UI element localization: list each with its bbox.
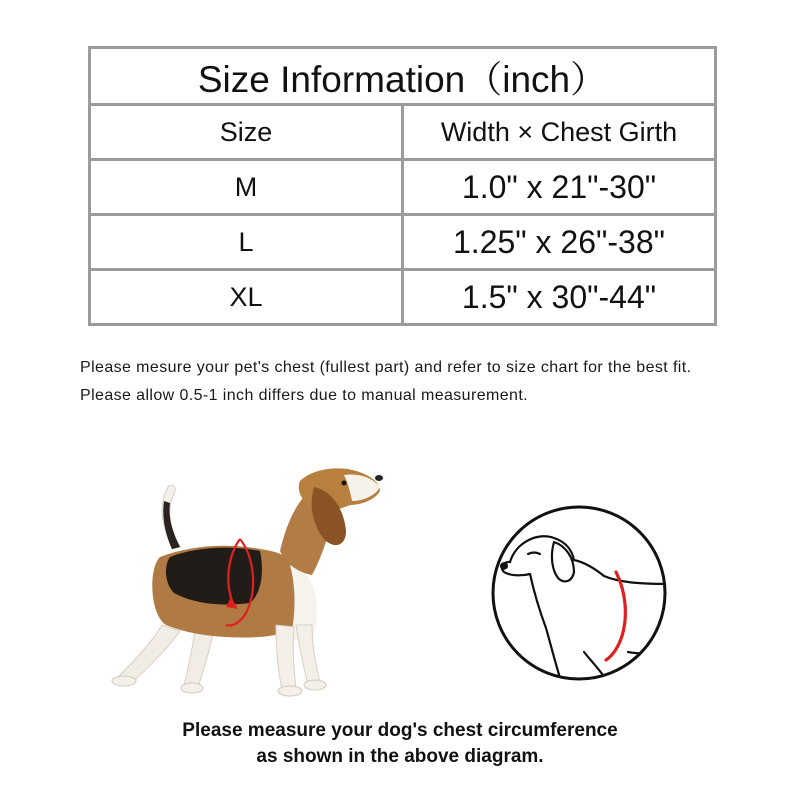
dimensions-cell: 1.25" x 26"-38" [403,215,716,270]
caption-line-2: as shown in the above diagram. [256,746,544,767]
tolerance-note: Please allow 0.5-1 inch differs due to manual measurement. [80,387,529,404]
caption-line-1: Please measure your dog's chest circumference [182,720,618,741]
beagle-photo [100,465,390,705]
measure-diagram [488,502,670,684]
dog-saddle [166,548,262,605]
dimensions-cell: 1.5" x 30"-44" [403,270,716,325]
dimensions-cell: 1.0" x 21"-30" [403,160,716,215]
table-row [90,160,716,215]
dog-hind-leg [118,625,180,683]
header-dimensions: Width × Chest Girth [403,105,716,160]
table-row [90,270,716,325]
measure-note: Please mesure your pet's chest (fullest part) and refer to size chart for the best fit. [80,359,692,376]
header-size: Size [90,105,403,160]
table-title-row [90,48,716,105]
table-header-row [90,105,716,160]
table-row [90,215,716,270]
dog-front-leg [276,625,296,689]
size-cell: L [90,215,403,270]
size-cell: M [90,160,403,215]
table-title: Size Information（inch） [90,48,716,105]
size-cell: XL [90,270,403,325]
size-table [88,46,717,326]
